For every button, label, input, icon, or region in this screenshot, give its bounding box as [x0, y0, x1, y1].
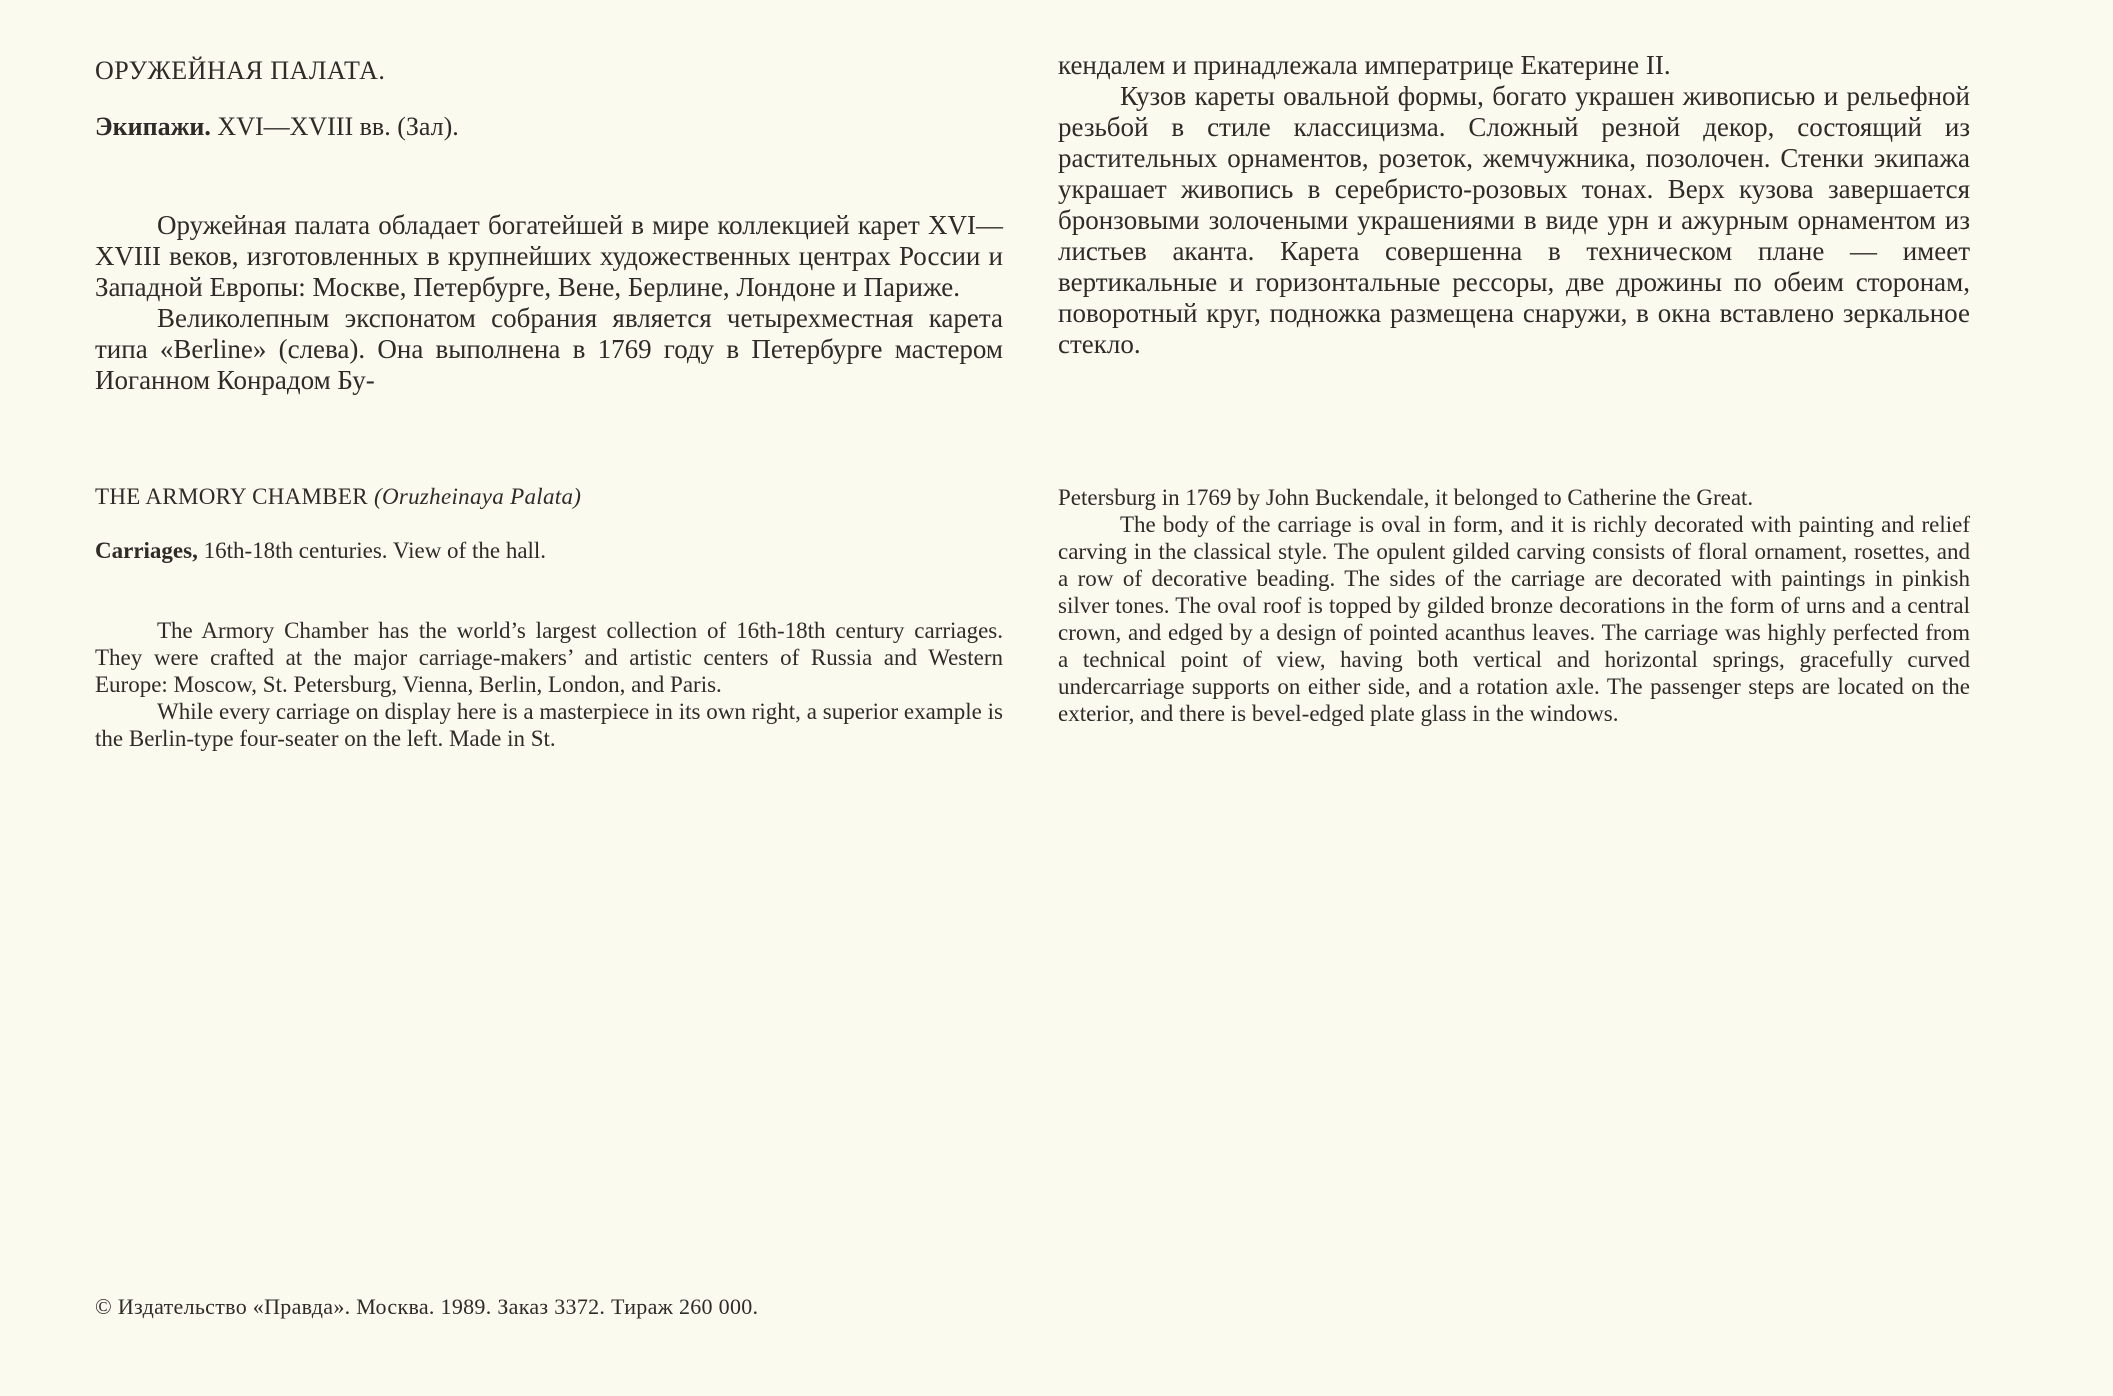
russian-text-left-column — [95, 210, 1003, 396]
publisher-footer: © Издательство «Правда». Москва. 1989. Заказ 3372. Тираж 260 000. — [95, 1294, 759, 1319]
russian-subtitle-bold: Экипажи. — [95, 112, 211, 141]
english-text-right-column — [1058, 484, 1970, 727]
russian-subtitle — [95, 112, 459, 142]
english-paragraph-2: While every carriage on display here is a masterpiece in its own right, a superior example is the Berlin-type four-seater on the left. Made in St. — [95, 699, 1003, 751]
english-text-left-column — [95, 617, 1003, 752]
russian-paragraph-3: Кузов кареты овальной формы, богато украшен живописью и рельефной резьбой в стиле классицизма. Сложный резной декор, состоящий из растительных орнаментов, розеток, жемчужника, позолочен. Стенки экипажа украшает живопись в серебристо-розовых тонах. Верх кузова завершается бронзовыми золочеными украшениями в виде урн и ажурным орнаментом из листьев аканта. Карета совершенна в техническом плане — имеет вертикальные и горизонтальные рессоры, две дрожины по обеим сторонам, поворотный круг, подножка размещена снаружи, в окна вставлено зеркальное стекло. — [1058, 81, 1970, 359]
english-continuation: Petersburg in 1769 by John Buckendale, it belonged to Catherine the Great. — [1058, 485, 1754, 510]
english-title — [95, 484, 581, 510]
english-title-main: THE ARMORY CHAMBER — [95, 484, 368, 509]
english-subtitle-rest: 16th-18th centuries. View of the hall. — [197, 538, 547, 563]
russian-paragraph-1: Оружейная палата обладает богатейшей в мире коллекцией карет XVI—XVIII веков, изготовленных в крупнейших художественных центрах России и Западной Европы: Москве, Петербурге, Вене, Берлине, Лондоне и Париже. — [95, 210, 1003, 302]
english-subtitle — [95, 538, 546, 564]
russian-text-right-column — [1058, 50, 1970, 360]
russian-title: ОРУЖЕЙНАЯ ПАЛАТА. — [95, 56, 386, 85]
english-title-italic: (Oruzheinaya Palata) — [373, 484, 582, 509]
russian-continuation: кендалем и принадлежала императрице Екатерине II. — [1058, 50, 1671, 80]
english-paragraph-3: The body of the carriage is oval in form, and it is richly decorated with painting and relief carving in the classical style. The opulent gilded carving consists of floral ornament, rosettes, and a row of decorative beading. The sides of the carriage are decorated with paintings in pinkish silver tones. The oval roof is topped by gilded bronze decorations in the form of urns and a central crown, and edged by a design of pointed acanthus leaves. The carriage was highly perfected from a technical point of view, having both vertical and horizontal springs, gracefully curved undercarriage supports on either side, and a rotation axle. The passenger steps are located on the exterior, and there is bevel-edged plate glass in the windows. — [1058, 512, 1970, 726]
russian-paragraph-2: Великолепным экспонатом собрания является четырехместная карета типа «Berline» (слева). Она выполнена в 1769 году в Петербурге мастером Иоганном Конрадом Бу- — [95, 303, 1003, 395]
english-paragraph-1: The Armory Chamber has the world’s largest collection of 16th-18th century carriages. They were crafted at the major carriage-makers’ and artistic centers of Russia and Western Europe: Moscow, St. Petersburg, Vienna, Berlin, London, and Paris. — [95, 618, 1003, 697]
english-subtitle-bold: Carriages, — [95, 538, 198, 563]
russian-subtitle-rest: XVI—XVIII вв. (Зал). — [210, 112, 459, 141]
